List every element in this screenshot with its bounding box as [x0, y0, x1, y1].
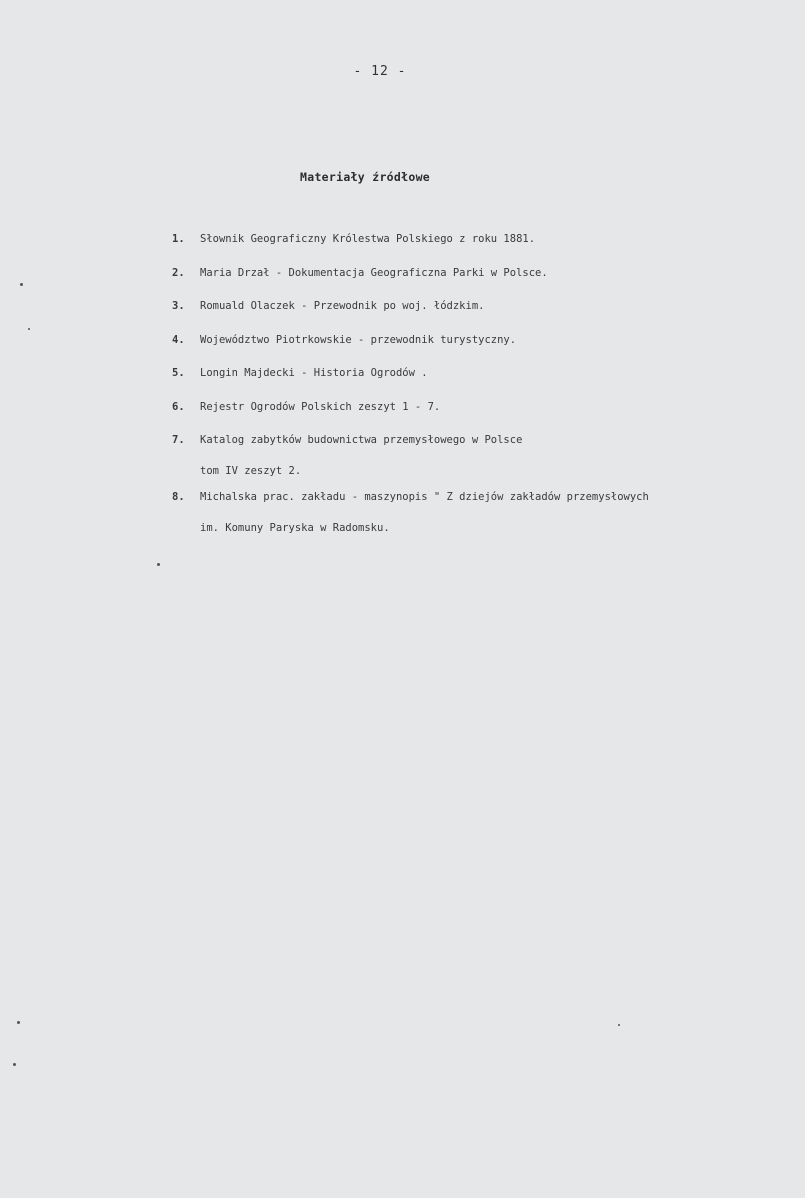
item-text-continuation: im. Komuny Paryska w Radomsku.: [200, 522, 390, 534]
list-item: [172, 333, 797, 347]
item-text-line: Katalog zabytków budownictwa przemysłowego w Polsce: [200, 434, 523, 446]
item-number: 2.: [172, 266, 185, 279]
item-text: [200, 490, 797, 535]
scan-speck: [157, 563, 160, 566]
list-item: [172, 266, 797, 280]
scan-speck: [13, 1063, 16, 1066]
item-number: 6.: [172, 400, 185, 413]
bibliography-list: [172, 232, 797, 547]
item-number: 3.: [172, 300, 185, 312]
item-text-line: Romuald Olaczek - Przewodnik po woj. łódzkim.: [200, 300, 485, 312]
list-item: [172, 299, 797, 313]
list-item: [172, 433, 797, 478]
scan-speck: [20, 283, 23, 286]
item-text: [200, 366, 797, 380]
list-item: [172, 232, 797, 246]
item-text: [200, 266, 797, 280]
page-number: - 12 -: [353, 64, 407, 79]
scan-speck: [618, 1024, 620, 1026]
section-heading: Materiały źródłowe: [300, 170, 431, 184]
list-item: [172, 400, 797, 414]
item-text: [200, 232, 797, 246]
item-number: 8.: [172, 491, 185, 503]
item-number: 5.: [172, 367, 185, 379]
item-text-line: Maria Drzał - Dokumentacja Geograficzna Parki w Polsce.: [200, 266, 548, 279]
item-text-line: Michalska prac. zakładu - maszynopis " Z dziejów zakładów przemysłowych: [200, 491, 649, 503]
item-text-line: Województwo Piotrkowskie - przewodnik turystyczny.: [200, 333, 517, 346]
item-text-line: Longin Majdecki - Historia Ogrodów .: [200, 367, 428, 379]
list-item: [172, 366, 797, 380]
item-text-line: Rejestr Ogrodów Polskich zeszyt 1 - 7.: [200, 400, 441, 413]
item-text: [200, 400, 797, 414]
list-item: [172, 490, 797, 535]
item-text: [200, 333, 797, 347]
item-number: 7.: [172, 434, 185, 446]
item-number: 4.: [172, 333, 185, 346]
item-number: 1.: [172, 233, 185, 245]
item-text: [200, 299, 797, 313]
scan-speck: [17, 1021, 20, 1024]
item-text-line: Słownik Geograficzny Królestwa Polskiego z roku 1881.: [200, 233, 536, 245]
item-text-continuation: tom IV zeszyt 2.: [200, 465, 302, 477]
scan-speck: [28, 328, 30, 330]
item-text: [200, 433, 797, 478]
